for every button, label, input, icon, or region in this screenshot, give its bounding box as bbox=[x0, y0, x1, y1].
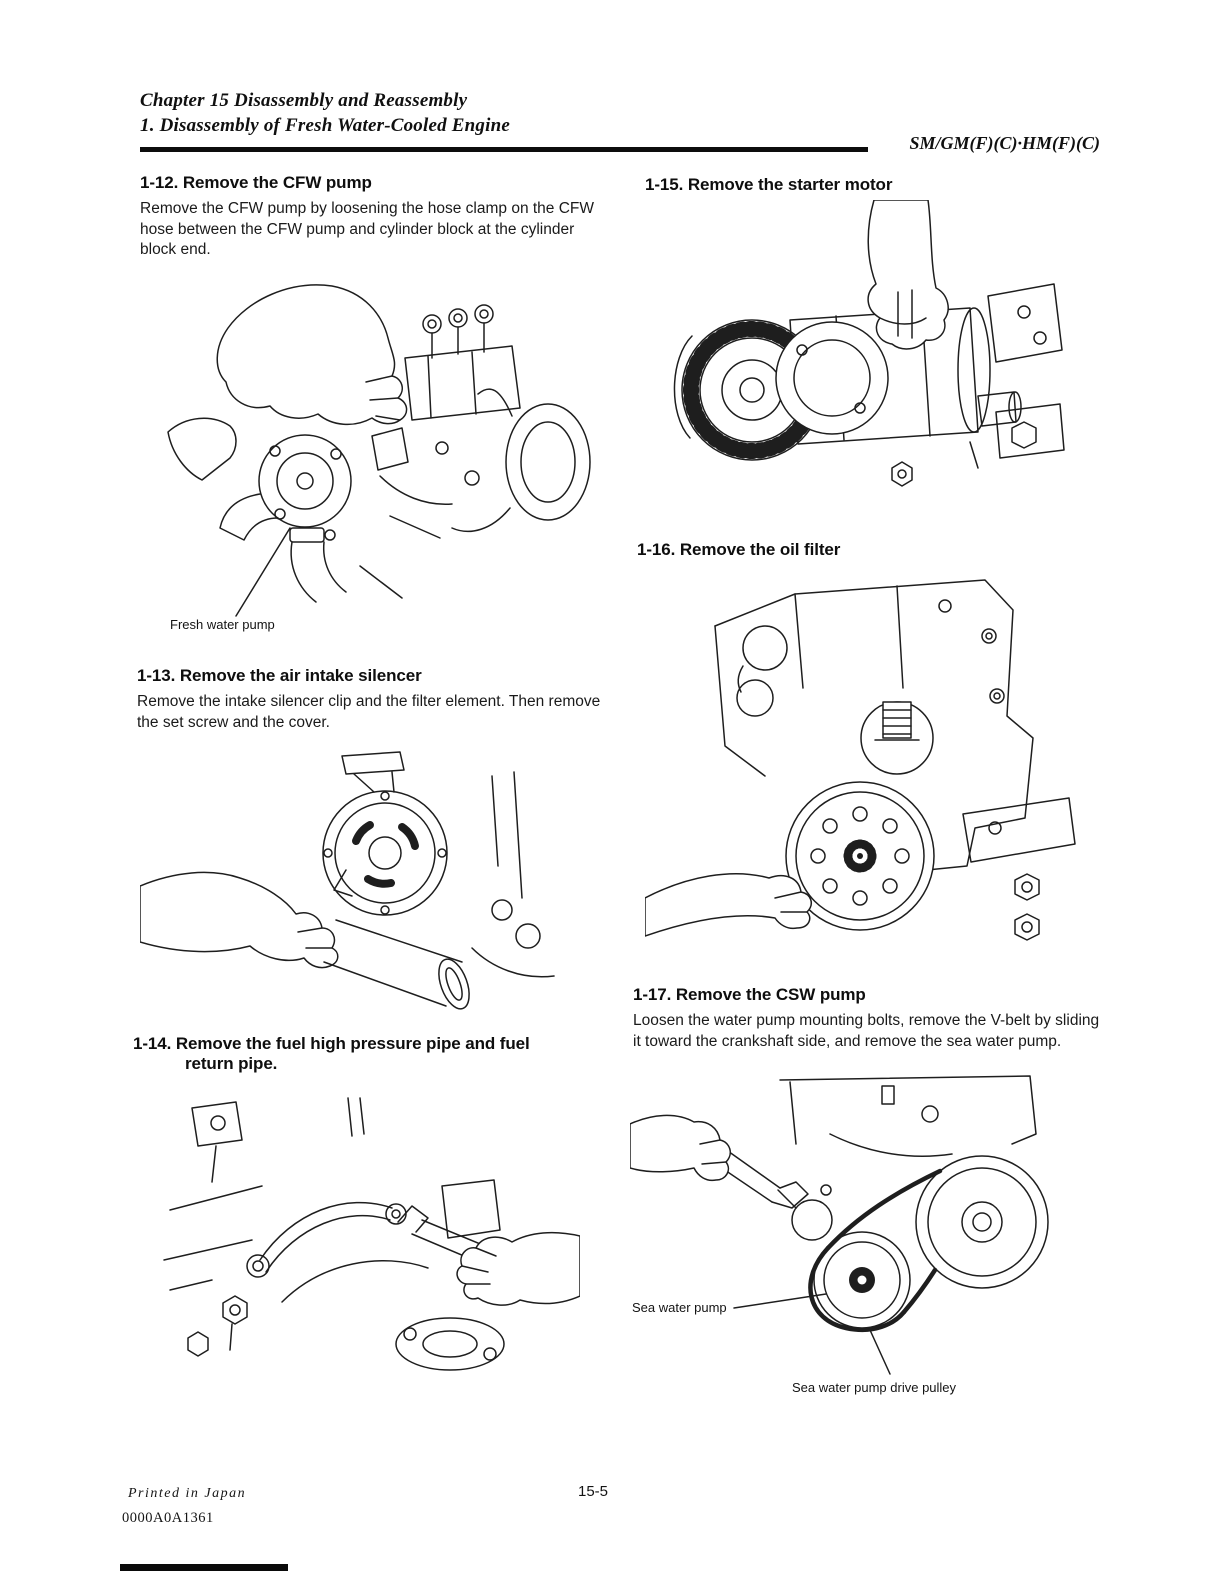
air-intake-silencer-illustration bbox=[140, 748, 570, 1030]
footer-printed-in: Printed in Japan bbox=[128, 1486, 247, 1501]
section-1-15-title: 1-15. Remove the starter motor bbox=[645, 175, 893, 194]
section-1-16-title: 1-16. Remove the oil filter bbox=[637, 540, 841, 559]
section-1-12-title: 1-12. Remove the CFW pump bbox=[140, 173, 372, 192]
starter-motor-figure bbox=[640, 200, 1090, 532]
starter-motor-illustration bbox=[640, 200, 1090, 532]
drive-pulley-leader-line bbox=[870, 1330, 890, 1374]
section-1-13-body: Remove the intake silencer clip and the filter element. Then remove the set screw and the cover. bbox=[137, 693, 601, 731]
header-model-code: SM/GM(F)(C)·HM(F)(C) bbox=[909, 133, 1100, 153]
footer-page-number: 15-5 bbox=[578, 1483, 609, 1500]
fresh-water-pump-caption: Fresh water pump bbox=[170, 617, 275, 632]
oil-filter-figure bbox=[645, 566, 1085, 966]
air-intake-silencer-figure bbox=[140, 748, 570, 1030]
fuel-pipe-figure bbox=[140, 1090, 580, 1395]
header-section-line: 1. Disassembly of Fresh Water-Cooled Engine bbox=[140, 115, 510, 136]
section-1-12-body: Remove the CFW pump by loosening the hose clamp on the CFW hose between the CFW pump and cylinder block at the cylinder block end. bbox=[140, 200, 595, 259]
cfw-pump-illustration bbox=[140, 266, 600, 646]
section-1-17-title: 1-17. Remove the CSW pump bbox=[633, 985, 866, 1004]
sea-water-pump-drive-pulley-caption: Sea water pump drive pulley bbox=[792, 1380, 957, 1395]
section-1-13-title: 1-13. Remove the air intake silencer bbox=[137, 666, 422, 685]
header-rule bbox=[140, 147, 868, 152]
oil-filter-illustration bbox=[645, 566, 1085, 966]
fuel-pipe-illustration bbox=[140, 1090, 580, 1395]
cfw-pump-figure bbox=[140, 266, 600, 646]
footer-doc-code: 0000A0A1361 bbox=[122, 1510, 214, 1526]
header-chapter-line: Chapter 15 Disassembly and Reassembly bbox=[140, 90, 468, 111]
bottom-scan-bar bbox=[120, 1564, 288, 1571]
section-1-14-title: 1-14. Remove the fuel high pressure pipe and fuel return pipe. bbox=[133, 1034, 530, 1073]
fresh-water-pump-leader-line bbox=[236, 528, 290, 616]
csw-pump-illustration bbox=[630, 1072, 1102, 1404]
sea-water-pump-caption: Sea water pump bbox=[632, 1300, 727, 1315]
csw-pump-figure bbox=[630, 1072, 1102, 1404]
section-1-17-body: Loosen the water pump mounting bolts, remove the V-belt by sliding it toward the crankshaft side, and remove the sea water pump. bbox=[633, 1012, 1100, 1050]
